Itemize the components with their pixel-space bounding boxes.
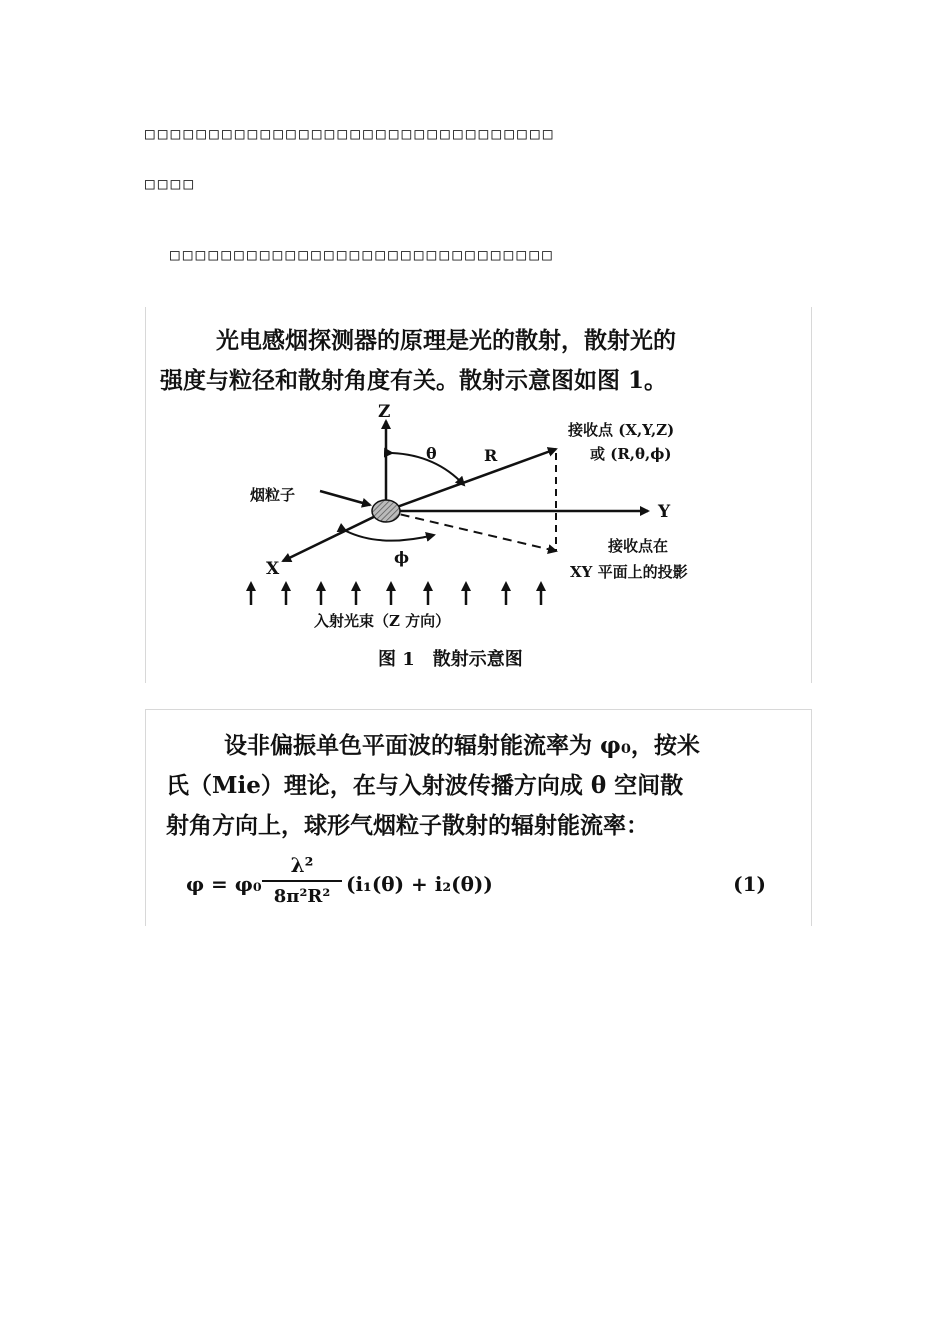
beam-arrow xyxy=(501,581,511,605)
garbled-text-line-3: □□□□□□□□□□□□□□□□□□□□□□□□□□□□□□ xyxy=(170,245,555,264)
figure-intro-line-1: 光电感烟探测器的原理是光的散射，散射光的 xyxy=(216,327,676,354)
beam-arrow xyxy=(316,581,326,605)
phi-arc xyxy=(346,531,434,541)
beam-arrow xyxy=(423,581,433,605)
beam-label: 入射光束（Z 方向） xyxy=(314,612,451,630)
x-axis-label: X xyxy=(266,559,280,579)
equation-number: (1) xyxy=(733,872,766,896)
z-axis-label: Z xyxy=(378,402,391,422)
text-paragraph xyxy=(166,726,798,846)
beam-arrow xyxy=(461,581,471,605)
beam-arrow xyxy=(351,581,361,605)
equation-denominator: 8π²R² xyxy=(273,886,331,907)
scattering-diagram xyxy=(146,393,811,683)
beam-arrow xyxy=(536,581,546,605)
projection-label-line-2: XY 平面上的投影 xyxy=(570,563,688,581)
radius-label: R xyxy=(484,446,498,465)
equation-numerator: λ² xyxy=(262,850,342,882)
equation-1 xyxy=(186,850,766,916)
beam-arrow xyxy=(386,581,396,605)
text-box xyxy=(145,709,812,926)
garbled-text-line-2: □□□□ xyxy=(145,174,197,193)
particle-pointer xyxy=(320,491,370,505)
beam-arrow xyxy=(281,581,291,605)
text-line-1: 设非偏振单色平面波的辐射能流率为 φ₀，按米 xyxy=(224,732,700,759)
text-line-3: 射角方向上，球形气烟粒子散射的辐射能流率： xyxy=(166,812,649,839)
particle-label: 烟粒子 xyxy=(250,486,296,504)
figure-intro-line-2: 强度与粒径和散射角度有关。散射示意图如图 1。 xyxy=(160,367,668,394)
phi-label: ϕ xyxy=(394,548,410,567)
incident-beam-arrows xyxy=(246,581,546,605)
receiver-label-line-2: 或 (R,θ,ϕ) xyxy=(590,445,672,463)
figure-intro xyxy=(160,321,800,401)
receiver-label-line-1: 接收点 (X,Y,Z) xyxy=(568,421,675,439)
projection-label-line-1: 接收点在 xyxy=(608,537,669,555)
garbled-text-line-1: □□□□□□□□□□□□□□□□□□□□□□□□□□□□□□□□ xyxy=(145,124,556,143)
y-axis-label: Y xyxy=(658,502,671,522)
beam-arrow xyxy=(246,581,256,605)
figure-box xyxy=(145,307,812,683)
projection-line xyxy=(386,511,556,551)
figure-caption: 图 1 散射示意图 xyxy=(378,649,523,670)
equation-fraction xyxy=(262,850,342,912)
smoke-particle xyxy=(372,500,400,522)
equation-lhs: φ = φ₀ xyxy=(186,872,262,896)
x-axis-line xyxy=(283,511,386,561)
text-line-2: 氏（Mie）理论，在与入射波传播方向成 θ 空间散 xyxy=(166,772,684,799)
theta-label: θ xyxy=(426,444,437,463)
radius-vector xyxy=(386,449,556,511)
equation-rhs: (i₁(θ) + i₂(θ)) xyxy=(346,872,493,896)
